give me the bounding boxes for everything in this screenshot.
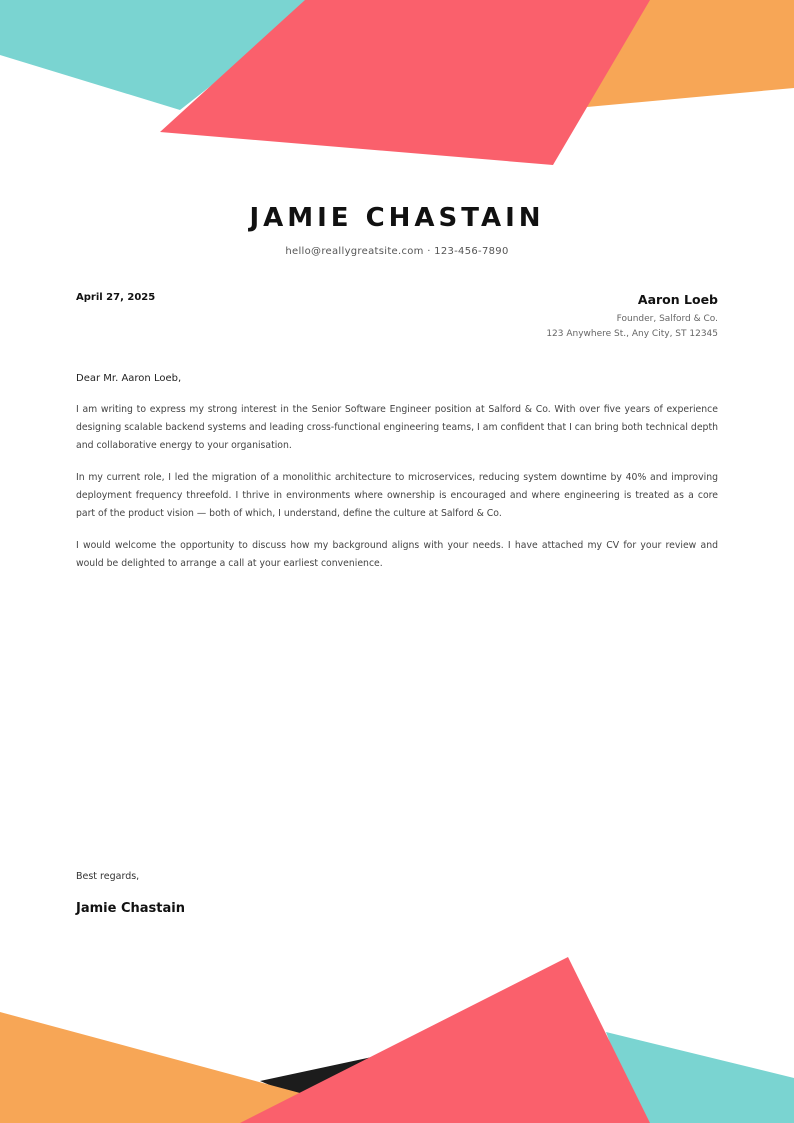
recipient-address: 123 Anywhere St., Any City, ST 12345 [546, 329, 718, 339]
body-paragraph: I am writing to express my strong interest in the Senior Software Engineer position at Salford & Co. With over five years of experience designing scalable backend systems and leading cross-functional engineering teams, I am confident that I can bring both technical depth and collaborative energy to your organisation. [76, 404, 718, 451]
sender-contact: hello@reallygreatsite.com · 123-456-7890 [285, 246, 509, 257]
sender-name: JAMIE CHASTAIN [249, 203, 545, 233]
closing: Best regards, [76, 871, 140, 882]
salutation: Dear Mr. Aaron Loeb, [76, 373, 182, 384]
recipient-title: Founder, Salford & Co. [616, 314, 718, 324]
recipient-name: Aaron Loeb [637, 292, 718, 307]
bottom-coral-shape [240, 957, 650, 1123]
letter-body [76, 401, 718, 587]
signature: Jamie Chastain [76, 901, 185, 916]
letter-date: April 27, 2025 [76, 292, 156, 303]
body-paragraph: In my current role, I led the migration of a monolithic architecture to microservices, reducing system downtime by 40% and improving deployment frequency threefold. I thrive in environments where ownership is encouraged and where engineering is treated as a core part of the product vision — both of which, I understand, define the culture at Salford & Co. [76, 472, 718, 519]
body-paragraph: I would welcome the opportunity to discuss how my background aligns with your needs. I have attached my CV for your review and would be delighted to arrange a call at your earliest convenience. [76, 540, 718, 569]
recipient-block [546, 292, 718, 342]
